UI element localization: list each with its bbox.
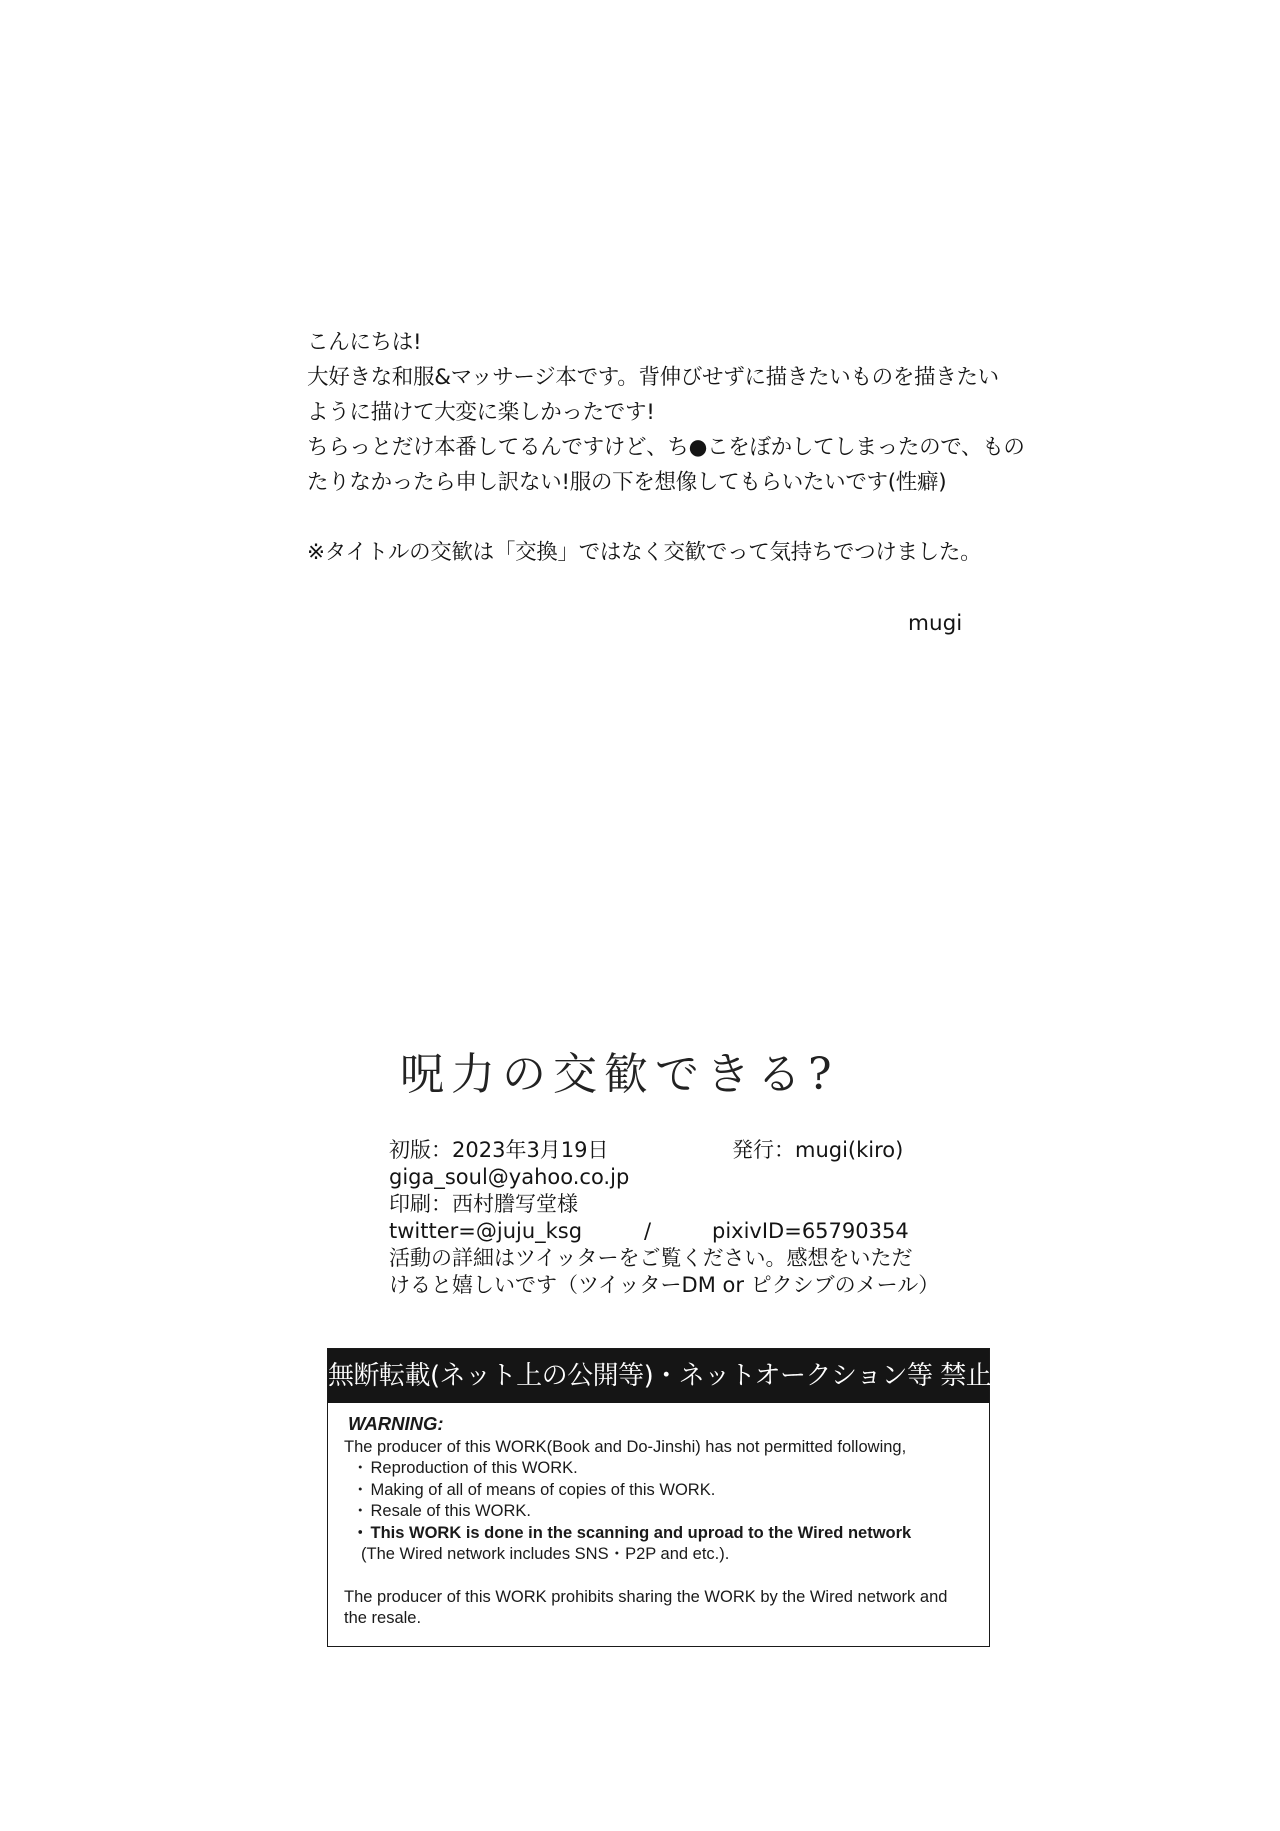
prohibited-item [352, 1458, 973, 1480]
activity-note: 活動の詳細はツイッターをご覧ください。感想をいただけると嬉しいです（ツイッターDM or ピクシブのメール） [389, 1246, 940, 1297]
prohibited-item [352, 1480, 973, 1502]
prohibited-list [344, 1458, 973, 1544]
first-edition-date: 初版：2023年3月19日 [389, 1138, 609, 1162]
warning-title: WARNING: [348, 1413, 444, 1434]
book-title: 呪力の交歓できる? [400, 1049, 839, 1100]
afterword [307, 325, 1025, 570]
author-signature: mugi [908, 611, 963, 636]
prohibited-item-text: Reproduction of this WORK. [370, 1459, 578, 1477]
prohibited-item [352, 1523, 973, 1545]
email-address: giga_soul@yahoo.co.jp [389, 1165, 630, 1189]
prohibited-item-text: This WORK is done in the scanning and uproad to the Wired network [370, 1523, 912, 1542]
colophon-row [389, 1137, 949, 1164]
network-subnote: (The Wired network includes SNS・P2P and etc.). [361, 1545, 730, 1563]
bullet: ・ [352, 1459, 369, 1477]
colophon-row [389, 1164, 949, 1191]
bullet: ・ [352, 1523, 369, 1542]
afterword-line: たりなかったら申し訳ない!服の下を想像してもらいたいです(性癖) [307, 470, 947, 495]
colophon-row [389, 1218, 949, 1245]
prohibited-item-text: Resale of this WORK. [370, 1502, 531, 1520]
closing-statement: The producer of this WORK prohibits sharing the WORK by the Wired network and the resale. [344, 1587, 948, 1627]
printer: 印刷：西村謄写堂様 [389, 1192, 578, 1216]
separator: / [644, 1219, 652, 1243]
afterword-line: 大好きな和服&マッサージ本です。背伸びせずに描きたいものを描きたい [307, 365, 999, 390]
afterword-line: ちらっとだけ本番してるんですけど、ち●こをぼかしてしまったので、もの [307, 435, 1025, 460]
colophon-row [389, 1191, 949, 1218]
publisher: 発行：mugi(kiro) [732, 1138, 904, 1162]
notice-header: 無断転載(ネット上の公開等)・ネットオークション等 禁止 [328, 1349, 989, 1403]
title-note: ※タイトルの交歓は「交換」ではなく交歓でって気持ちでつけました。 [307, 540, 982, 565]
colophon [389, 1137, 949, 1299]
bullet: ・ [352, 1502, 369, 1520]
prohibited-item [352, 1501, 973, 1523]
afterword-line: ように描けて大変に楽しかったです! [307, 400, 655, 425]
pixiv-id: pixivID=65790354 [712, 1219, 909, 1243]
copyright-notice [327, 1348, 990, 1647]
bullet: ・ [352, 1480, 369, 1499]
notice-body [328, 1403, 989, 1646]
afterword-line: こんにちは! [307, 330, 422, 355]
warning-intro: The producer of this WORK(Book and Do-Jinshi) has not permitted following, [344, 1437, 907, 1456]
prohibited-item-text: Making of all of means of copies of this WORK. [370, 1480, 716, 1499]
twitter-handle: twitter=@juju_ksg [389, 1219, 583, 1243]
